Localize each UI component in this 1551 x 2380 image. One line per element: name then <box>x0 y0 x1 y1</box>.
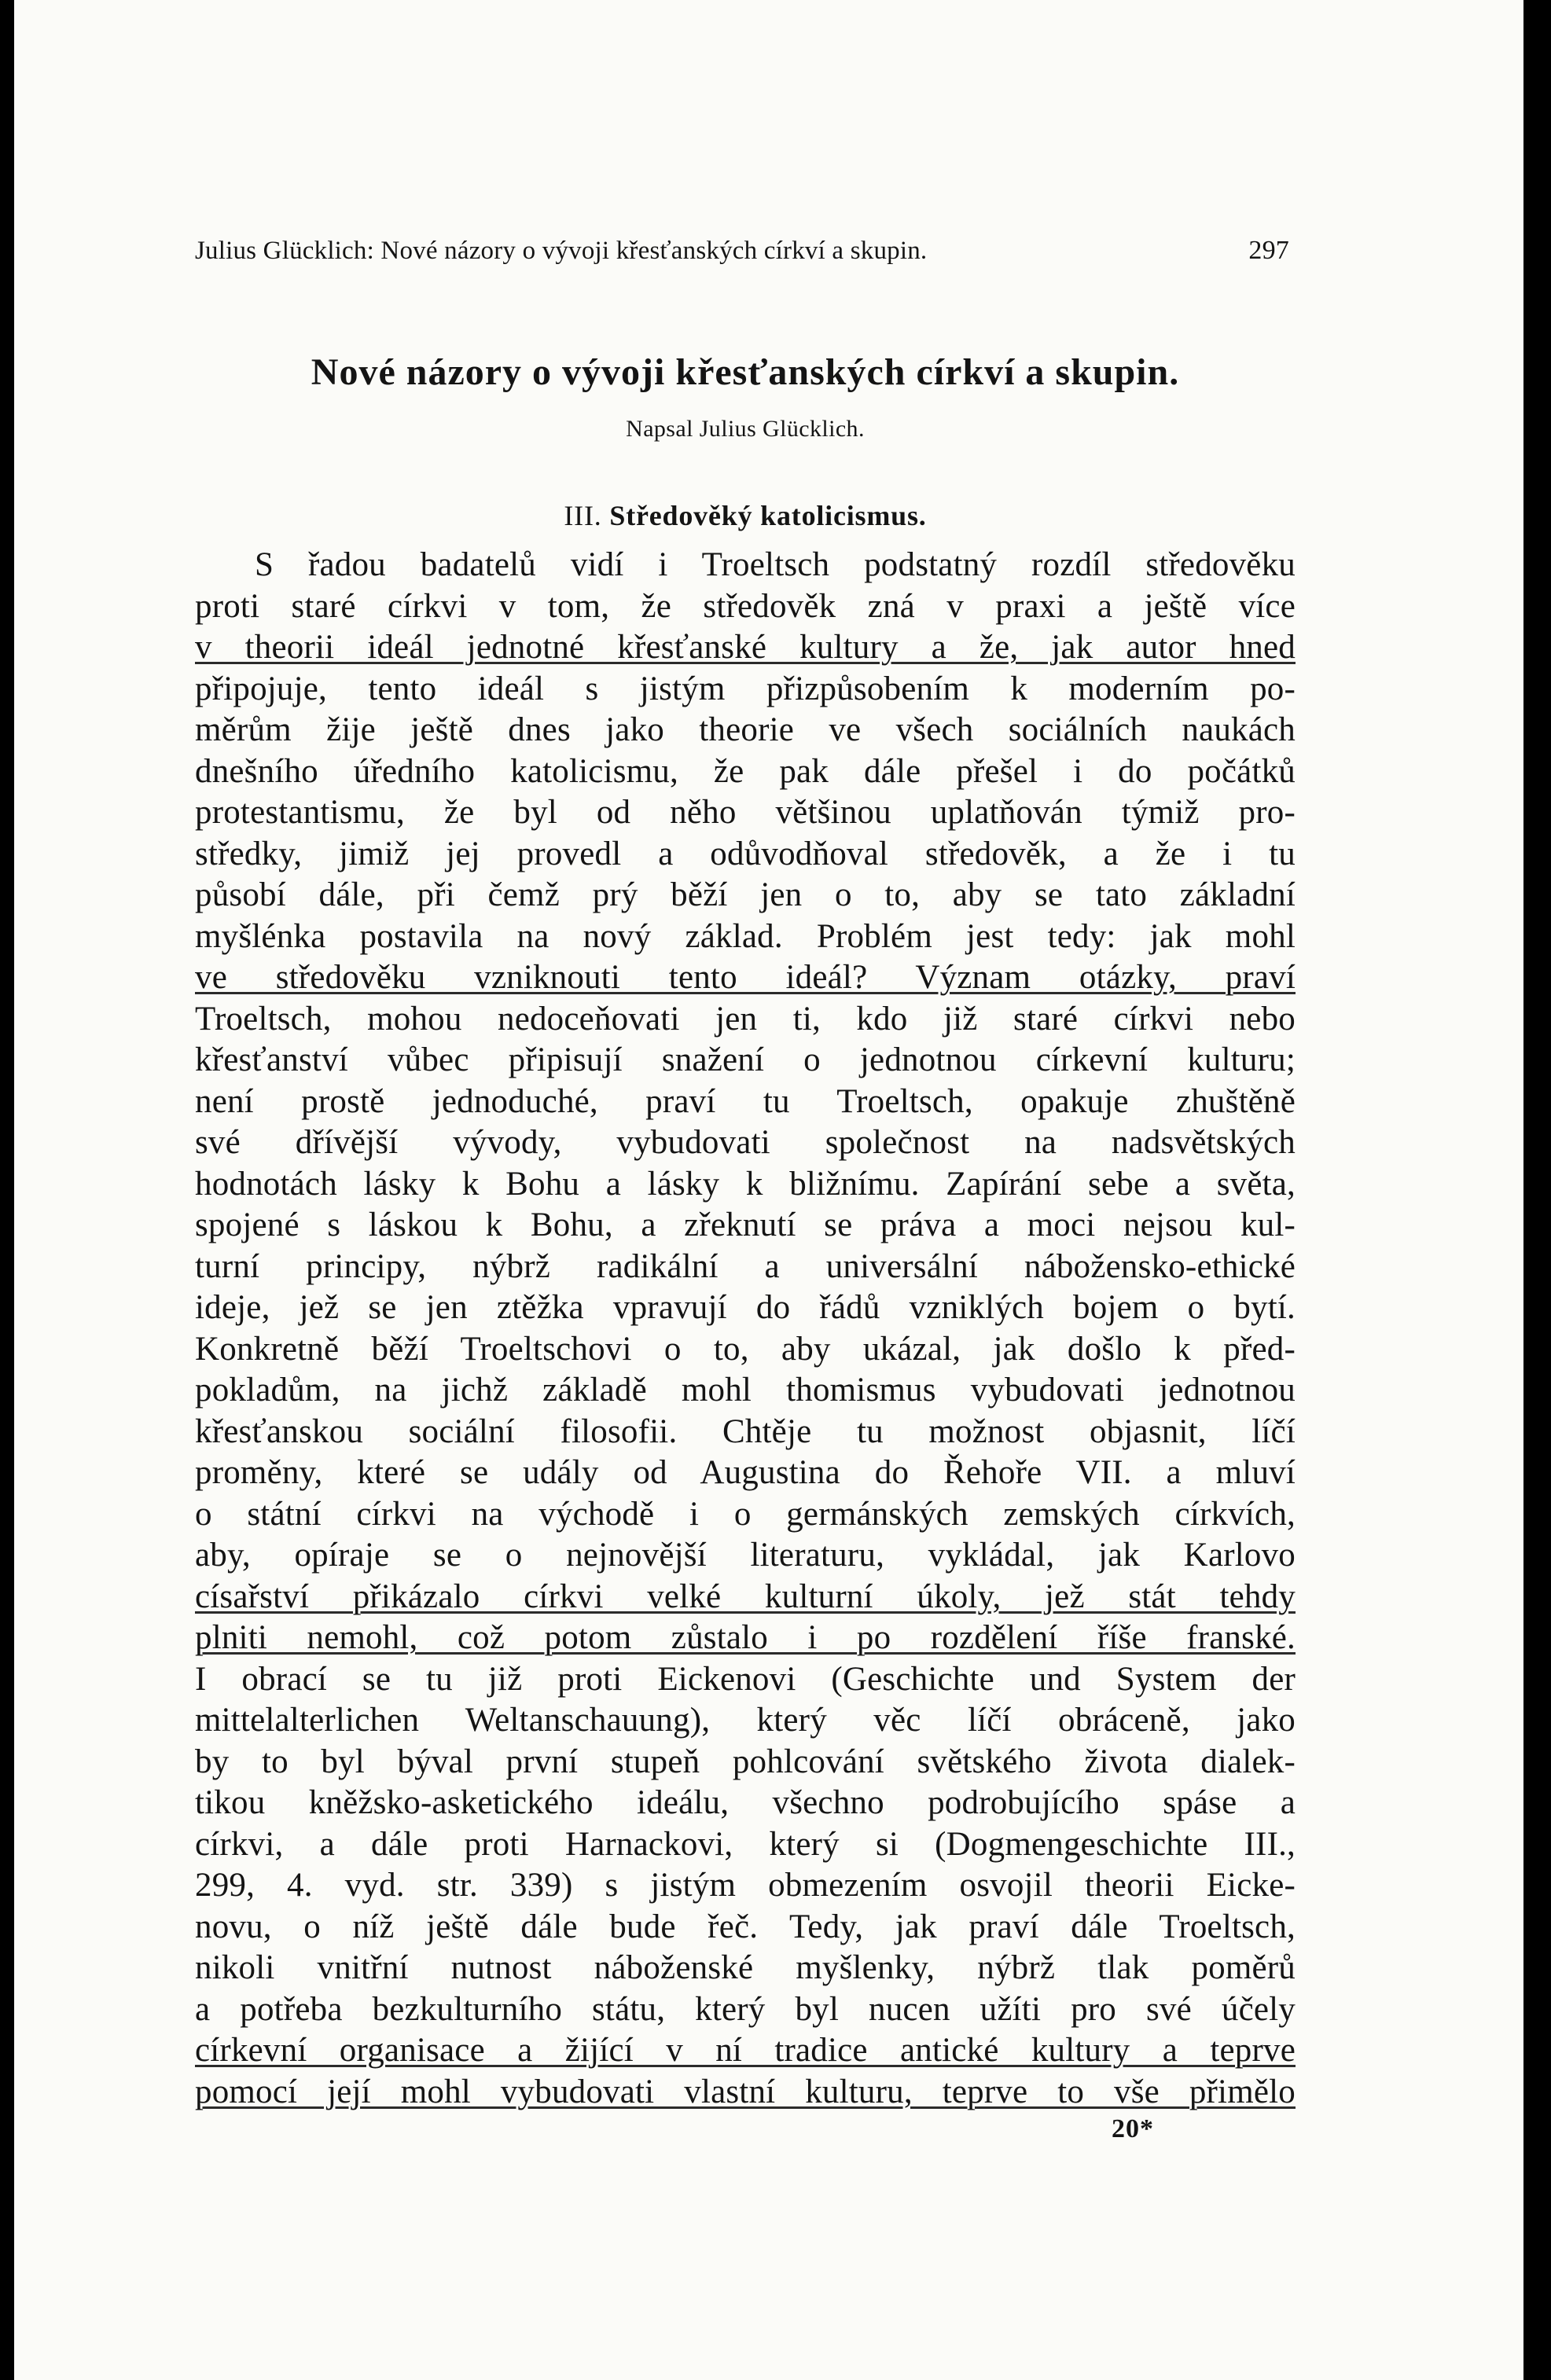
body-line: své dřívější vývody, vybudovati společnost na nadsvětských <box>195 1124 1296 1161</box>
body-line: středky, jimiž jej provedl a odůvodňoval středověk, a že i tu <box>195 835 1296 872</box>
body-line: nikoli vnitřní nutnost náboženské myšlenky, nýbrž tlak poměrů <box>195 1949 1296 1986</box>
body-line: není prostě jednoduché, praví tu Troeltsch, opakuje zhuštěně <box>195 1082 1296 1120</box>
body-line: Konkretně běží Troeltschovi o to, aby ukázal, jak došlo k před- <box>195 1330 1296 1368</box>
body-line: císařství přikázalo církvi velké kulturní úkoly, jež stát tehdy <box>195 1577 1296 1615</box>
page-number: 297 <box>1248 236 1289 265</box>
body-line: o státní církvi na východě i o germánských zemských církvích, <box>195 1495 1296 1533</box>
body-line: 299, 4. vyd. str. 339) s jistým obmezením osvojil theorii Eicke- <box>195 1867 1296 1904</box>
body-line: hodnotách lásky k Bohu a lásky k bližnímu. Zapírání sebe a světa, <box>195 1165 1296 1203</box>
scan-edge <box>1523 0 1551 2380</box>
body-line: proti staré církvi v tom, že středověk zná v praxi a ještě více <box>195 587 1296 625</box>
body-line: ve středověku vzniknouti tento ideál? Význam otázky, praví <box>195 959 1296 996</box>
body-line: by to byl býval první stupeň pohlcování světského života dialek- <box>195 1743 1296 1780</box>
body-line: spojené s láskou k Bohu, a zřeknutí se práva a moci nejsou kul- <box>195 1207 1296 1243</box>
body-line: tikou kněžsko-asketického ideálu, všechno podrobujícího spáse a <box>195 1784 1296 1821</box>
body-line: mittelalterlichen Weltanschauung), který věc líčí obráceně, jako <box>195 1702 1296 1739</box>
body-line: v theorii ideál jednotné křesťanské kultury a že, jak autor hned <box>195 629 1296 666</box>
section-number: III. <box>564 500 602 531</box>
body-text <box>195 545 1296 2113</box>
byline: Napsal Julius Glücklich. <box>626 416 865 442</box>
body-line: měrům žije ještě dnes jako theorie ve všech sociálních naukách <box>195 711 1296 748</box>
body-line: protestantismu, že byl od něho většinou uplatňován týmiž pro- <box>195 794 1296 831</box>
body-line: připojuje, tento ideál s jistým přizpůsobením k moderním po- <box>195 670 1296 707</box>
section-title: Středověký katolicismus. <box>609 500 927 531</box>
body-line: a potřeba bezkulturního státu, který byl nucen užíti pro své účely <box>195 1990 1296 2028</box>
signature-mark: 20* <box>1112 2114 1154 2143</box>
body-line: církevní organisace a žijící v ní tradice antické kultury a teprve <box>195 2032 1296 2069</box>
running-head <box>195 236 1289 266</box>
body-line: S řadou badatelů vidí i Troeltsch podstatný rozdíl středověku <box>255 546 1296 583</box>
body-line: působí dále, při čemž prý běží jen o to, aby se tato základní <box>195 876 1296 913</box>
body-line: myšlénka postavila na nový základ. Problém jest tedy: jak mohl <box>195 917 1296 955</box>
body-line: církvi, a dále proti Harnackovi, který si (Dogmengeschichte III., <box>195 1825 1296 1863</box>
running-title: Julius Glücklich: Nové názory o vývoji křesťanských církví a skupin. <box>195 237 928 265</box>
body-line: aby, opíraje se o nejnovější literaturu, vykládal, jak Karlovo <box>195 1537 1296 1574</box>
section-heading <box>195 499 1296 532</box>
body-line: I obrací se tu již proti Eickenovi (Geschichte und System der <box>195 1660 1296 1698</box>
body-line: novu, o níž ještě dále bude řeč. Tedy, jak praví dále Troeltsch, <box>195 1908 1296 1945</box>
text-block <box>195 236 1296 2113</box>
body-line: dnešního úředního katolicismu, že pak dále přešel i do počátků <box>195 752 1296 790</box>
body-line: pomocí její mohl vybudovati vlastní kulturu, teprve to vše přimělo <box>195 2073 1296 2110</box>
body-line: pokladům, na jichž základě mohl thomismus vybudovati jednotnou <box>195 1372 1296 1409</box>
body-line: Troeltsch, mohou nedoceňovati jen ti, kdo již staré církvi nebo <box>195 1000 1296 1038</box>
body-line: proměny, které se udály od Augustina do Řehoře VII. a mluví <box>195 1454 1296 1491</box>
body-line: křesťanství vůbec připisují snažení o jednotnou církevní kulturu; <box>195 1041 1296 1078</box>
article-title: Nové názory o vývoji křesťanských církví a skupin. <box>311 351 1180 393</box>
book-page <box>14 0 1523 2380</box>
body-line: ideje, jež se jen ztěžka vpravují do řádů vzniklých bojem o bytí. <box>195 1289 1296 1326</box>
body-line: křesťanskou sociální filosofii. Chtěje tu možnost objasnit, líčí <box>195 1412 1296 1450</box>
body-line: turní principy, nýbrž radikální a universální nábožensko-ethické <box>195 1247 1296 1285</box>
body-line: plniti nemohl, což potom zůstalo i po rozdělení říše franské. <box>195 1619 1296 1656</box>
